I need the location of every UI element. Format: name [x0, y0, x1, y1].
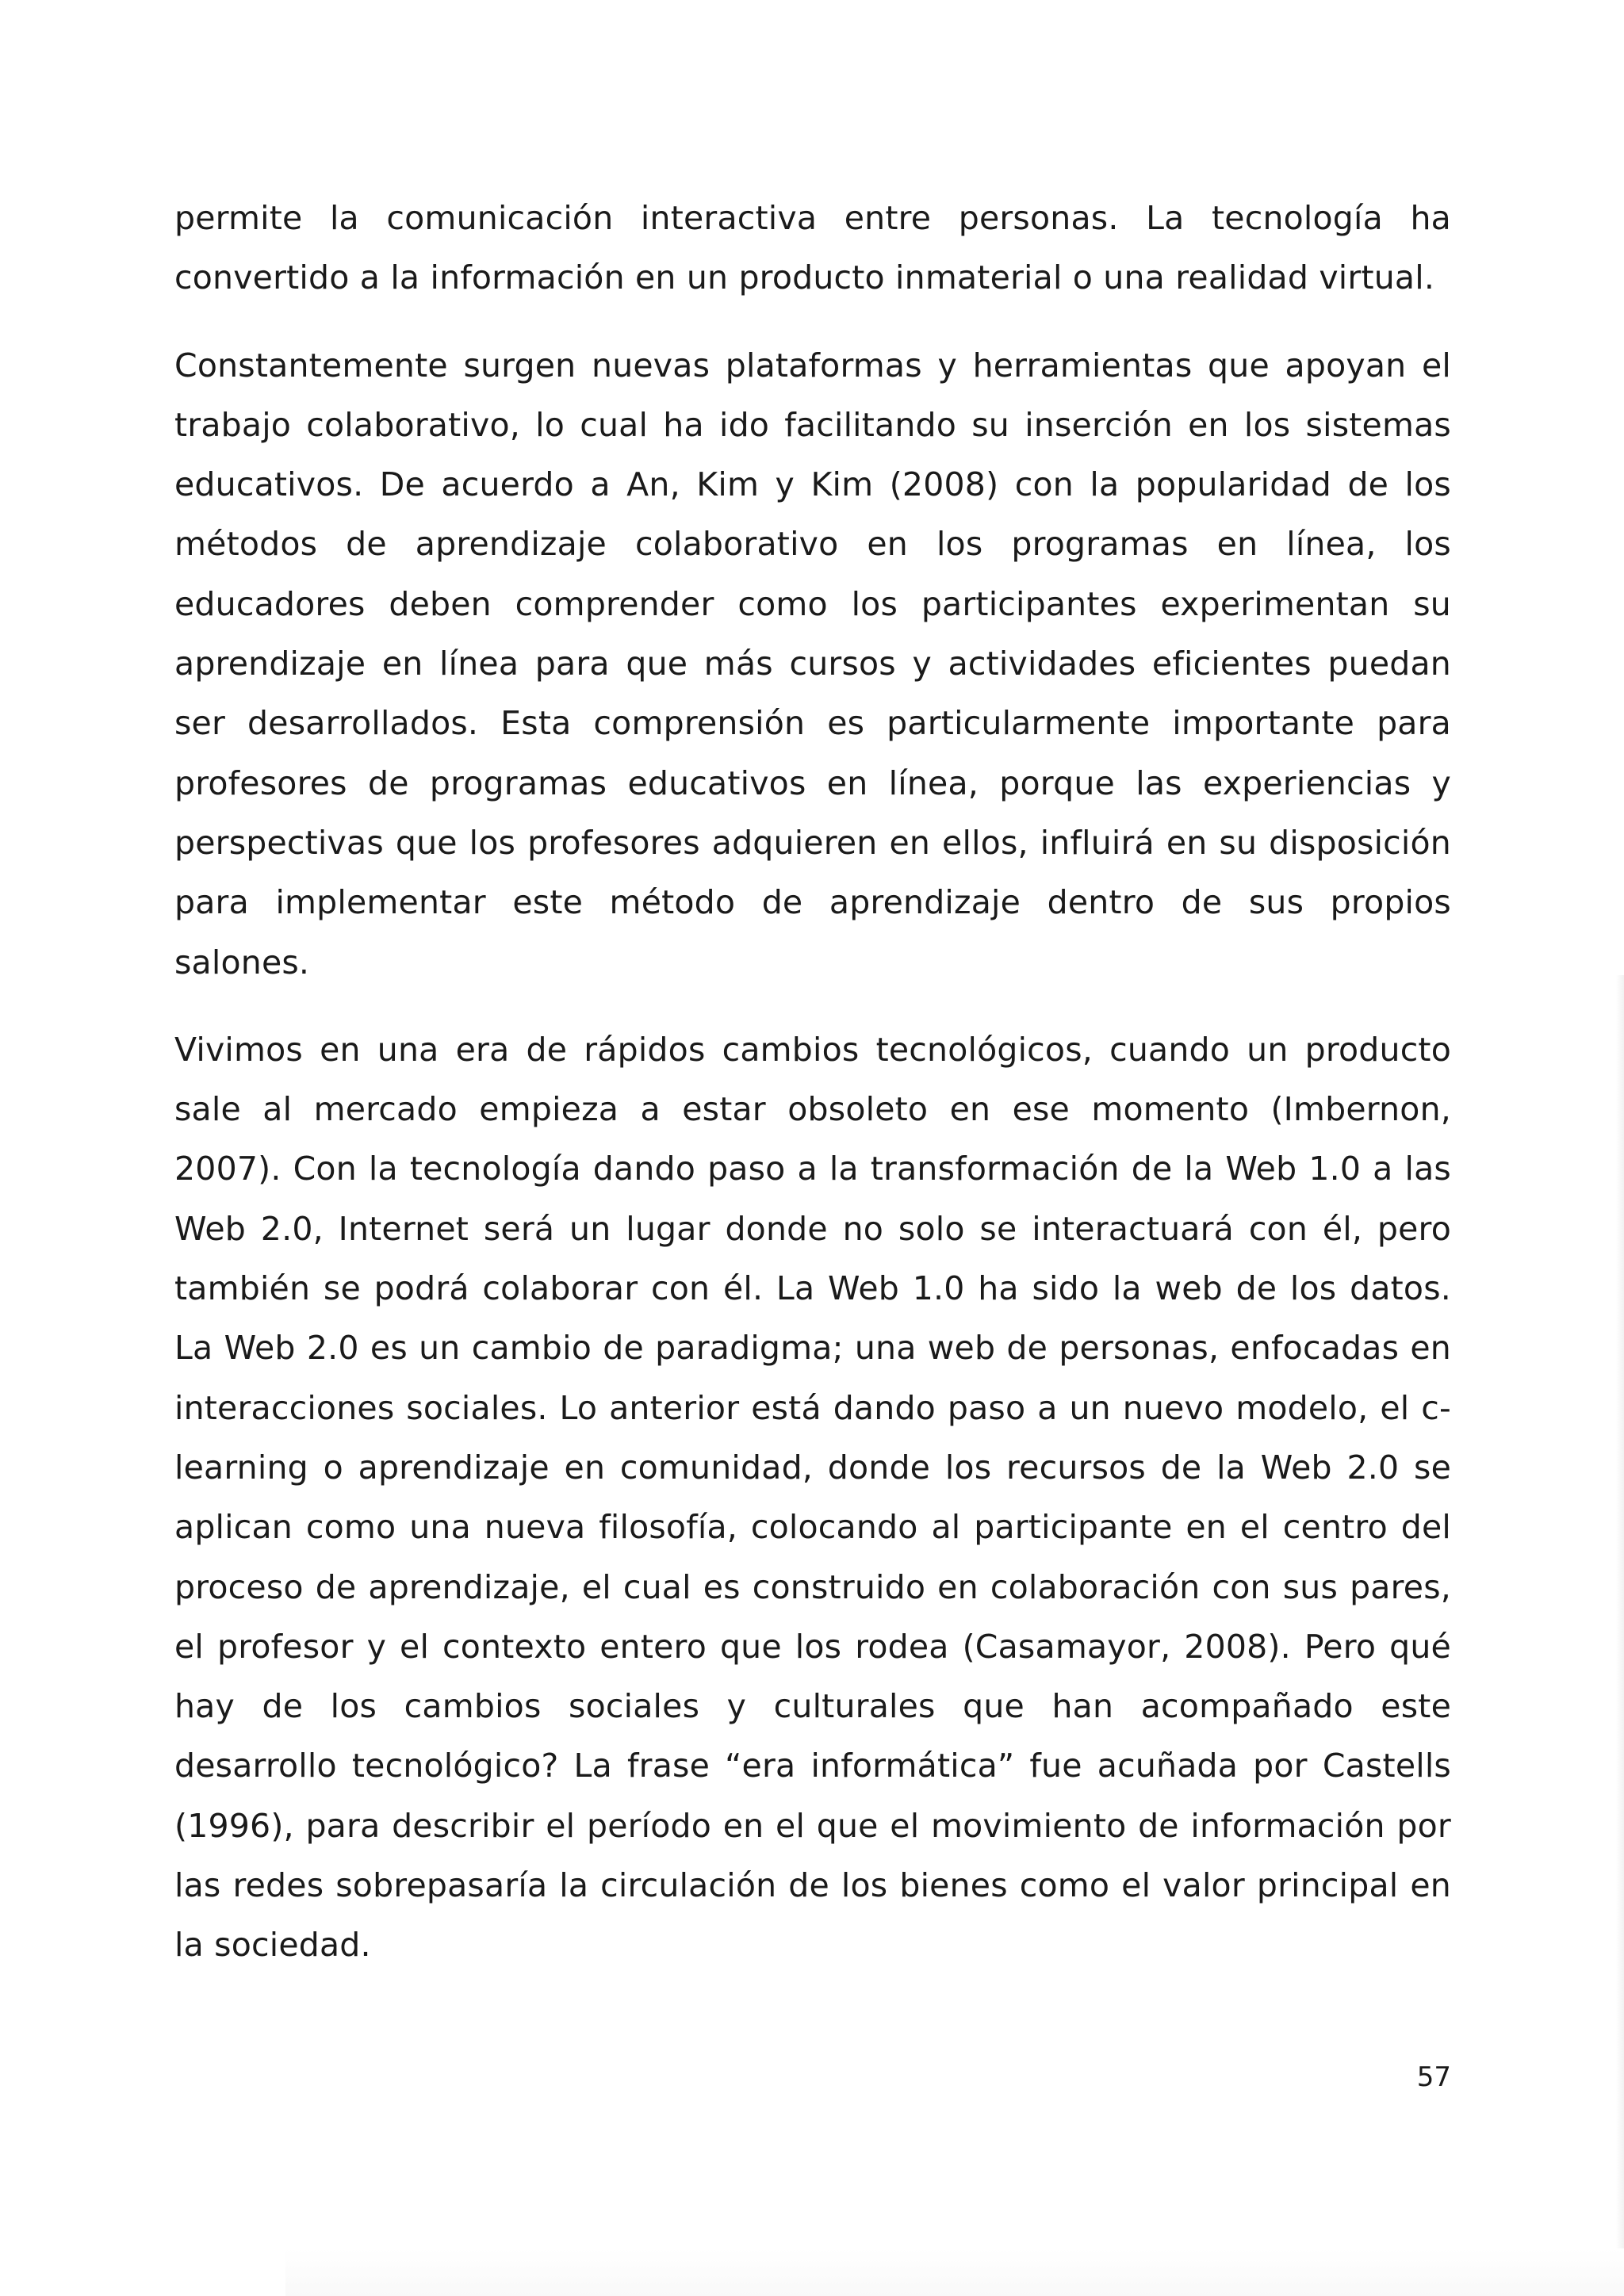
- paragraph-3: Vivimos en una era de rápidos cambios tecnológicos, cuando un producto sale al mercado empieza a estar obsoleto en ese momento (Imbernon, 2007). Con la tecnología dando paso a la transformación de la Web 1.0 a las Web 2.0, Internet será un lugar donde no solo se interactuará con él, pero también se podrá colaborar con él. La Web 1.0 ha sido la web de los datos. La Web 2.0 es un cambio de paradigma; una web de personas, enfocadas en interacciones sociales. Lo anterior está dando paso a un nuevo modelo, el c-learning o aprendizaje en comunidad, donde los recursos de la Web 2.0 se aplican como una nueva filosofía, colocando al participante en el centro del proceso de aprendizaje, el cual es construido en colaboración con sus pares, el profesor y el contexto entero que los rodea (Casamayor, 2008). Pero qué hay de los cambios sociales y culturales que han acompañado este desarrollo tecnológico? La frase “era informática” fue acuñada por Castells (1996), para describir el período en el que el movimiento de información por las redes sobrepasaría la circulación de los bienes como el valor principal en la sociedad.: [174, 1030, 1451, 1965]
- page-number: 57: [1416, 2061, 1451, 2093]
- page-edge-shadow-right: [1616, 975, 1624, 2296]
- paragraph-2: Constantemente surgen nuevas plataformas y herramientas que apoyan el trabajo colaborativo, lo cual ha ido facilitando su inserción en los sistemas educativos. De acuerdo a An, Kim y Kim (2008) con la popularidad de los métodos de aprendizaje colaborativo en los programas en línea, los educadores deben comprender como los participantes experimentan su aprendizaje en línea para que más cursos y actividades eficientes puedan ser desarrollados. Esta comprensión es particularmente importante para profesores de programas educativos en línea, porque las experiencias y perspectivas que los profesores adquieren en ellos, influirá en su disposición para implementar este método de aprendizaje dentro de sus propios salones.: [174, 346, 1451, 982]
- page-edge-shadow-bottom: [285, 2248, 1624, 2296]
- paragraph-1: permite la comunicación interactiva entre personas. La tecnología ha convertido a la información en un producto inmaterial o una realidad virtual.: [174, 199, 1451, 297]
- body-text: [174, 189, 1451, 1976]
